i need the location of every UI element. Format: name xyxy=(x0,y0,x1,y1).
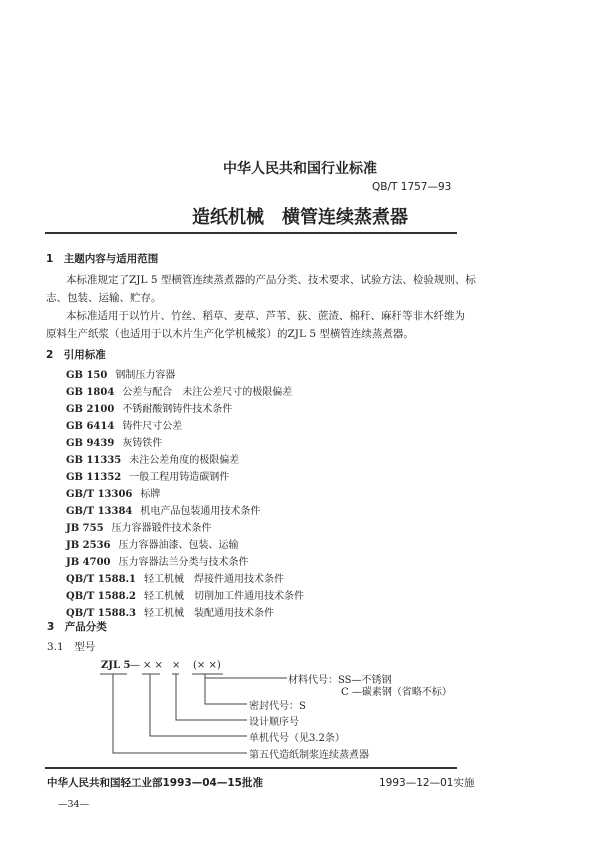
reference-code: JB 2536 xyxy=(66,540,111,551)
model-part-series: ZJL 5 xyxy=(101,660,131,671)
reference-code: JB 4700 xyxy=(66,557,111,568)
reference-title: 机电产品包装通用技术条件 xyxy=(140,506,261,517)
reference-code: GB 1804 xyxy=(66,387,115,398)
reference-title: 轻工机械 装配通用技术条件 xyxy=(144,608,275,619)
reference-title: 未注公差角度的极限偏差 xyxy=(129,455,240,466)
implementation-date: 1993—12—01实施 xyxy=(379,777,475,789)
reference-title: 灰铸铁件 xyxy=(122,438,163,449)
document-title: 造纸机械 横管连续蒸煮器 xyxy=(192,207,408,228)
label-generation: 第五代造纸制浆连续蒸煮器 xyxy=(249,750,369,761)
label-unit-code: 单机代号（见3.2条） xyxy=(249,733,345,744)
reference-title: 标牌 xyxy=(140,489,161,500)
reference-code: GB/T 13306 xyxy=(66,489,133,500)
section1-heading: 1 主题内容与适用范围 xyxy=(46,253,159,265)
model-part-material: (× ×) xyxy=(193,660,221,671)
reference-code: GB 11352 xyxy=(66,472,122,483)
reference-title: 不锈耐酸钢铸件技术条件 xyxy=(122,404,233,415)
reference-title: 轻工机械 焊接件通用技术条件 xyxy=(144,574,285,585)
reference-code: QB/T 1588.1 xyxy=(66,574,137,585)
reference-title: 钢制压力容器 xyxy=(115,370,176,381)
reference-title: 公差与配合 未注公差尺寸的极限偏差 xyxy=(122,387,293,398)
reference-title: 压力容器锻件技术条件 xyxy=(111,523,212,534)
reference-code: GB/T 13384 xyxy=(66,506,133,517)
reference-code: GB 11335 xyxy=(66,455,122,466)
section2-heading: 2 引用标准 xyxy=(46,349,106,361)
reference-title: 一般工程用铸造碳钢件 xyxy=(129,472,230,483)
label-design-seq: 设计顺序号 xyxy=(249,717,299,728)
model-part-unit: × × xyxy=(143,660,163,671)
subsection-heading: 3.1 型号 xyxy=(47,641,96,653)
label-seal: 密封代号：S xyxy=(249,701,306,712)
reference-code: QB/T 1588.3 xyxy=(66,608,137,619)
paragraph-line: 原料生产纸浆（也适用于以木片生产化学机械浆）的ZJL 5 型横管连续蒸煮器。 xyxy=(46,328,414,340)
footer-rule xyxy=(45,767,457,769)
model-part-dash: — xyxy=(130,660,140,671)
reference-title: 轻工机械 切削加工件通用技术条件 xyxy=(144,591,305,602)
reference-code: GB 9439 xyxy=(66,438,115,449)
label-material: 材料代号：SS—不锈钢 xyxy=(288,675,392,686)
org-title: 中华人民共和国行业标准 xyxy=(223,161,377,177)
page-number: —34— xyxy=(58,799,90,810)
reference-title: 压力容器法兰分类与技术条件 xyxy=(118,557,249,568)
section3-heading: 3 产品分类 xyxy=(47,621,107,633)
paragraph-line: 本标准规定了ZJL 5 型横管连续蒸煮器的产品分类、技术要求、试验方法、检验规则、标 xyxy=(66,274,476,286)
paragraph-line: 志、包装、运输、贮存。 xyxy=(46,292,162,304)
label-carbon-steel: C —碳素钢（省略不标） xyxy=(341,687,452,698)
model-part-design: × xyxy=(172,660,181,671)
reference-code: GB 6414 xyxy=(66,421,115,432)
reference-code: GB 2100 xyxy=(66,404,115,415)
reference-title: 压力容器油漆、包装、运输 xyxy=(118,540,239,551)
paragraph-line: 本标准适用于以竹片、竹丝、稻草、麦草、芦苇、荻、蔗渣、棉秆、麻秆等非木纤维为 xyxy=(66,310,465,322)
reference-code: QB/T 1588.2 xyxy=(66,591,137,602)
reference-title: 铸件尺寸公差 xyxy=(122,421,183,432)
reference-code: JB 755 xyxy=(66,523,104,534)
reference-code: GB 150 xyxy=(66,370,108,381)
approval-note: 中华人民共和国轻工业部1993—04—15批准 xyxy=(47,777,263,789)
standard-code: QB/T 1757—93 xyxy=(372,181,452,193)
